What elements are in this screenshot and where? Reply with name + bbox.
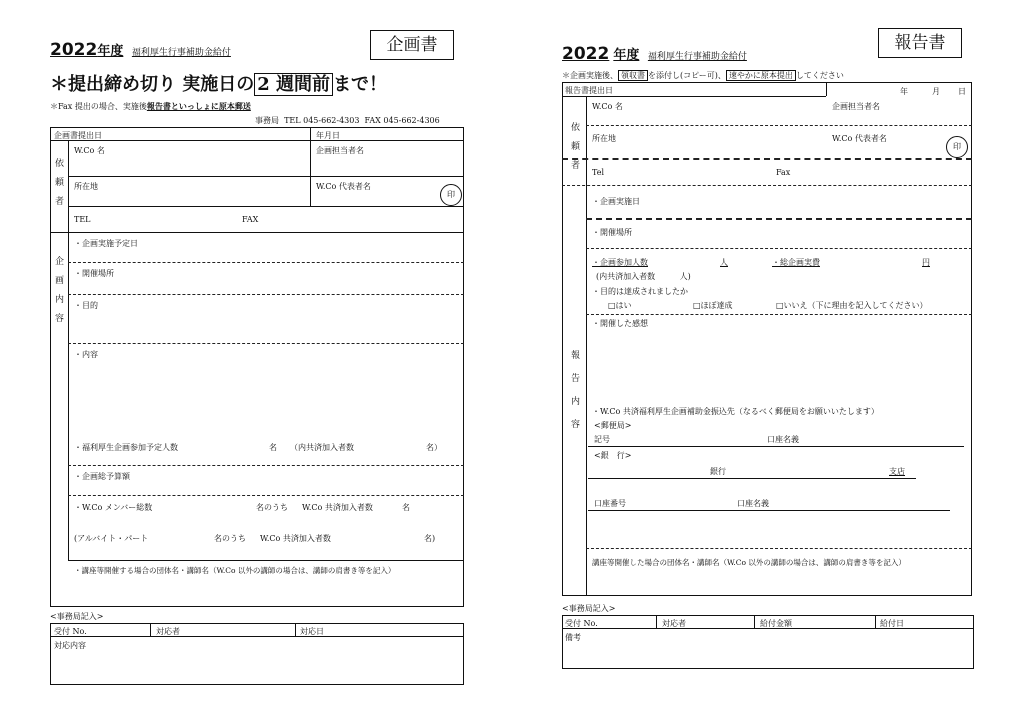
report-office-entry-label: <事務局記入> — [562, 604, 616, 613]
option-no-checkbox[interactable]: □いいえ（下に理由を記入してください） — [776, 301, 928, 310]
report-header-title: 2022 年度 福利厚生行事補助金給付 — [562, 44, 747, 64]
handler-label: 対応者 — [156, 627, 180, 636]
doc-type-badge: 企画書 — [370, 30, 454, 60]
account-name-label: 口座名義 — [767, 435, 799, 444]
bank-info-label: ・W.Co 共済福利厚生企画補助金振込先（なるべく郵便局をお願いいたします） — [592, 407, 879, 416]
report-year-label: 年 — [900, 87, 908, 96]
report-fax-label: Fax — [776, 168, 791, 177]
report-date-label: 報告書提出日 — [565, 86, 613, 95]
contact-name-label: 企画担当者名 — [316, 146, 364, 155]
report-rep-name-label: W.Co 代表者名 — [832, 134, 887, 143]
seal-stamp: 印 — [440, 184, 462, 206]
bank-label: <銀 行> — [594, 451, 632, 460]
fax-label: FAX — [242, 215, 259, 224]
report-note: ＊企画実施後、 領収書 を添付し(コピー可)、 速やかに原本提出 してください — [562, 71, 844, 80]
amount-label: 給付金額 — [760, 619, 792, 628]
report-contact-name-label: 企画担当者名 — [832, 102, 880, 111]
report-lecture-label: 講座等開催した場合の団体名・講師名（W.Co 以外の講師の場合は、講師の肩書き等を記入） — [592, 558, 906, 567]
plan-date-label: ・企画実施予定日 — [74, 239, 138, 248]
plan-vertical-label: 企画内容 — [53, 256, 63, 332]
submit-date-ymd: 年月日 — [316, 131, 340, 140]
report-type-badge: 報告書 — [878, 28, 962, 58]
impression-label: ・開催した感想 — [592, 319, 648, 328]
branch-label: 支店 — [889, 467, 905, 476]
report-plan-date-label: ・企画実施日 — [592, 197, 640, 206]
report-vertical-label: 報告内容 — [569, 350, 579, 442]
header-title: 2022年度 福利厚生行事補助金給付 — [50, 40, 231, 60]
receipt-no-label: 受付 No. — [54, 627, 87, 636]
bank-suffix-label: 銀行 — [710, 467, 726, 476]
report-wco-name-label: W.Co 名 — [592, 102, 623, 111]
report-handler-label: 対応者 — [662, 619, 686, 628]
office-contact: 事務局 TEL 045-662-4303 FAX 045-662-4306 — [255, 116, 440, 125]
account-name2-label: 口座名義 — [737, 499, 769, 508]
address-label: 所在地 — [74, 182, 98, 191]
content-label: ・内容 — [74, 350, 98, 359]
fax-note: ＊Fax 提出の場合、実施後報告書といっしょに原本郵送 — [50, 101, 251, 111]
report-month-label: 月 — [932, 87, 940, 96]
requester-vertical-label: 依頼者 — [53, 158, 63, 215]
rep-name-label: W.Co 代表者名 — [316, 182, 371, 191]
handle-date-label: 対応日 — [300, 627, 324, 636]
report-day-label: 日 — [958, 87, 966, 96]
report-requester-vertical: 依頼者 — [569, 122, 579, 179]
report-seal-stamp: 印 — [946, 136, 968, 158]
tel-label: TEL — [74, 215, 91, 224]
report-tel-label: Tel — [592, 168, 605, 177]
purpose-label: ・目的 — [74, 301, 98, 310]
deadline-banner: ＊提出締め切り 実施日の 2 週間前 まで！ — [50, 74, 388, 95]
report-participants-row: ・企画参加人数 人 ・総企画実費 円 — [592, 258, 930, 267]
report-venue-label: ・開催場所 — [592, 228, 632, 237]
remarks-label: 備考 — [565, 633, 581, 642]
venue-label: ・開催場所 — [74, 269, 114, 278]
office-entry-box — [50, 623, 464, 685]
participants-row: ・福利厚生企画参加予定人数 名 （内共済加入者数 名） — [74, 443, 442, 452]
account-no-label: 口座番号 — [594, 499, 626, 508]
report-address-label: 所在地 — [592, 134, 616, 143]
post-office-label: <郵便局> — [594, 421, 632, 430]
pay-date-label: 給付日 — [880, 619, 904, 628]
office-entry-label: <事務局記入> — [50, 612, 104, 621]
submit-date-label: 企画書提出日 — [54, 131, 102, 140]
option-yes-checkbox[interactable]: □はい — [608, 301, 632, 310]
members-row: ・W.Co メンバー総数 名のうち W.Co 共済加入者数 名 — [74, 503, 410, 512]
budget-label: ・企画総予算額 — [74, 472, 130, 481]
wco-name-label: W.Co 名 — [74, 146, 105, 155]
lecture-label: ・講座等開催する場合の団体名・講師名（W.Co 以外の講師の場合は、講師の肩書き等を記入） — [74, 566, 396, 575]
option-mostly-checkbox[interactable]: □ほぼ達成 — [693, 301, 733, 310]
report-members-in: (内共済加入者数 人) — [596, 272, 691, 281]
achieved-question: ・目的は達成されましたか — [592, 287, 688, 296]
report-receipt-no-label: 受付 No. — [565, 619, 598, 628]
parttime-row: (アルバイト・パート 名のうち W.Co 共済加入者数 名) — [74, 534, 436, 543]
symbol-label: 記号 — [594, 435, 610, 444]
handle-content-label: 対応内容 — [54, 641, 86, 650]
